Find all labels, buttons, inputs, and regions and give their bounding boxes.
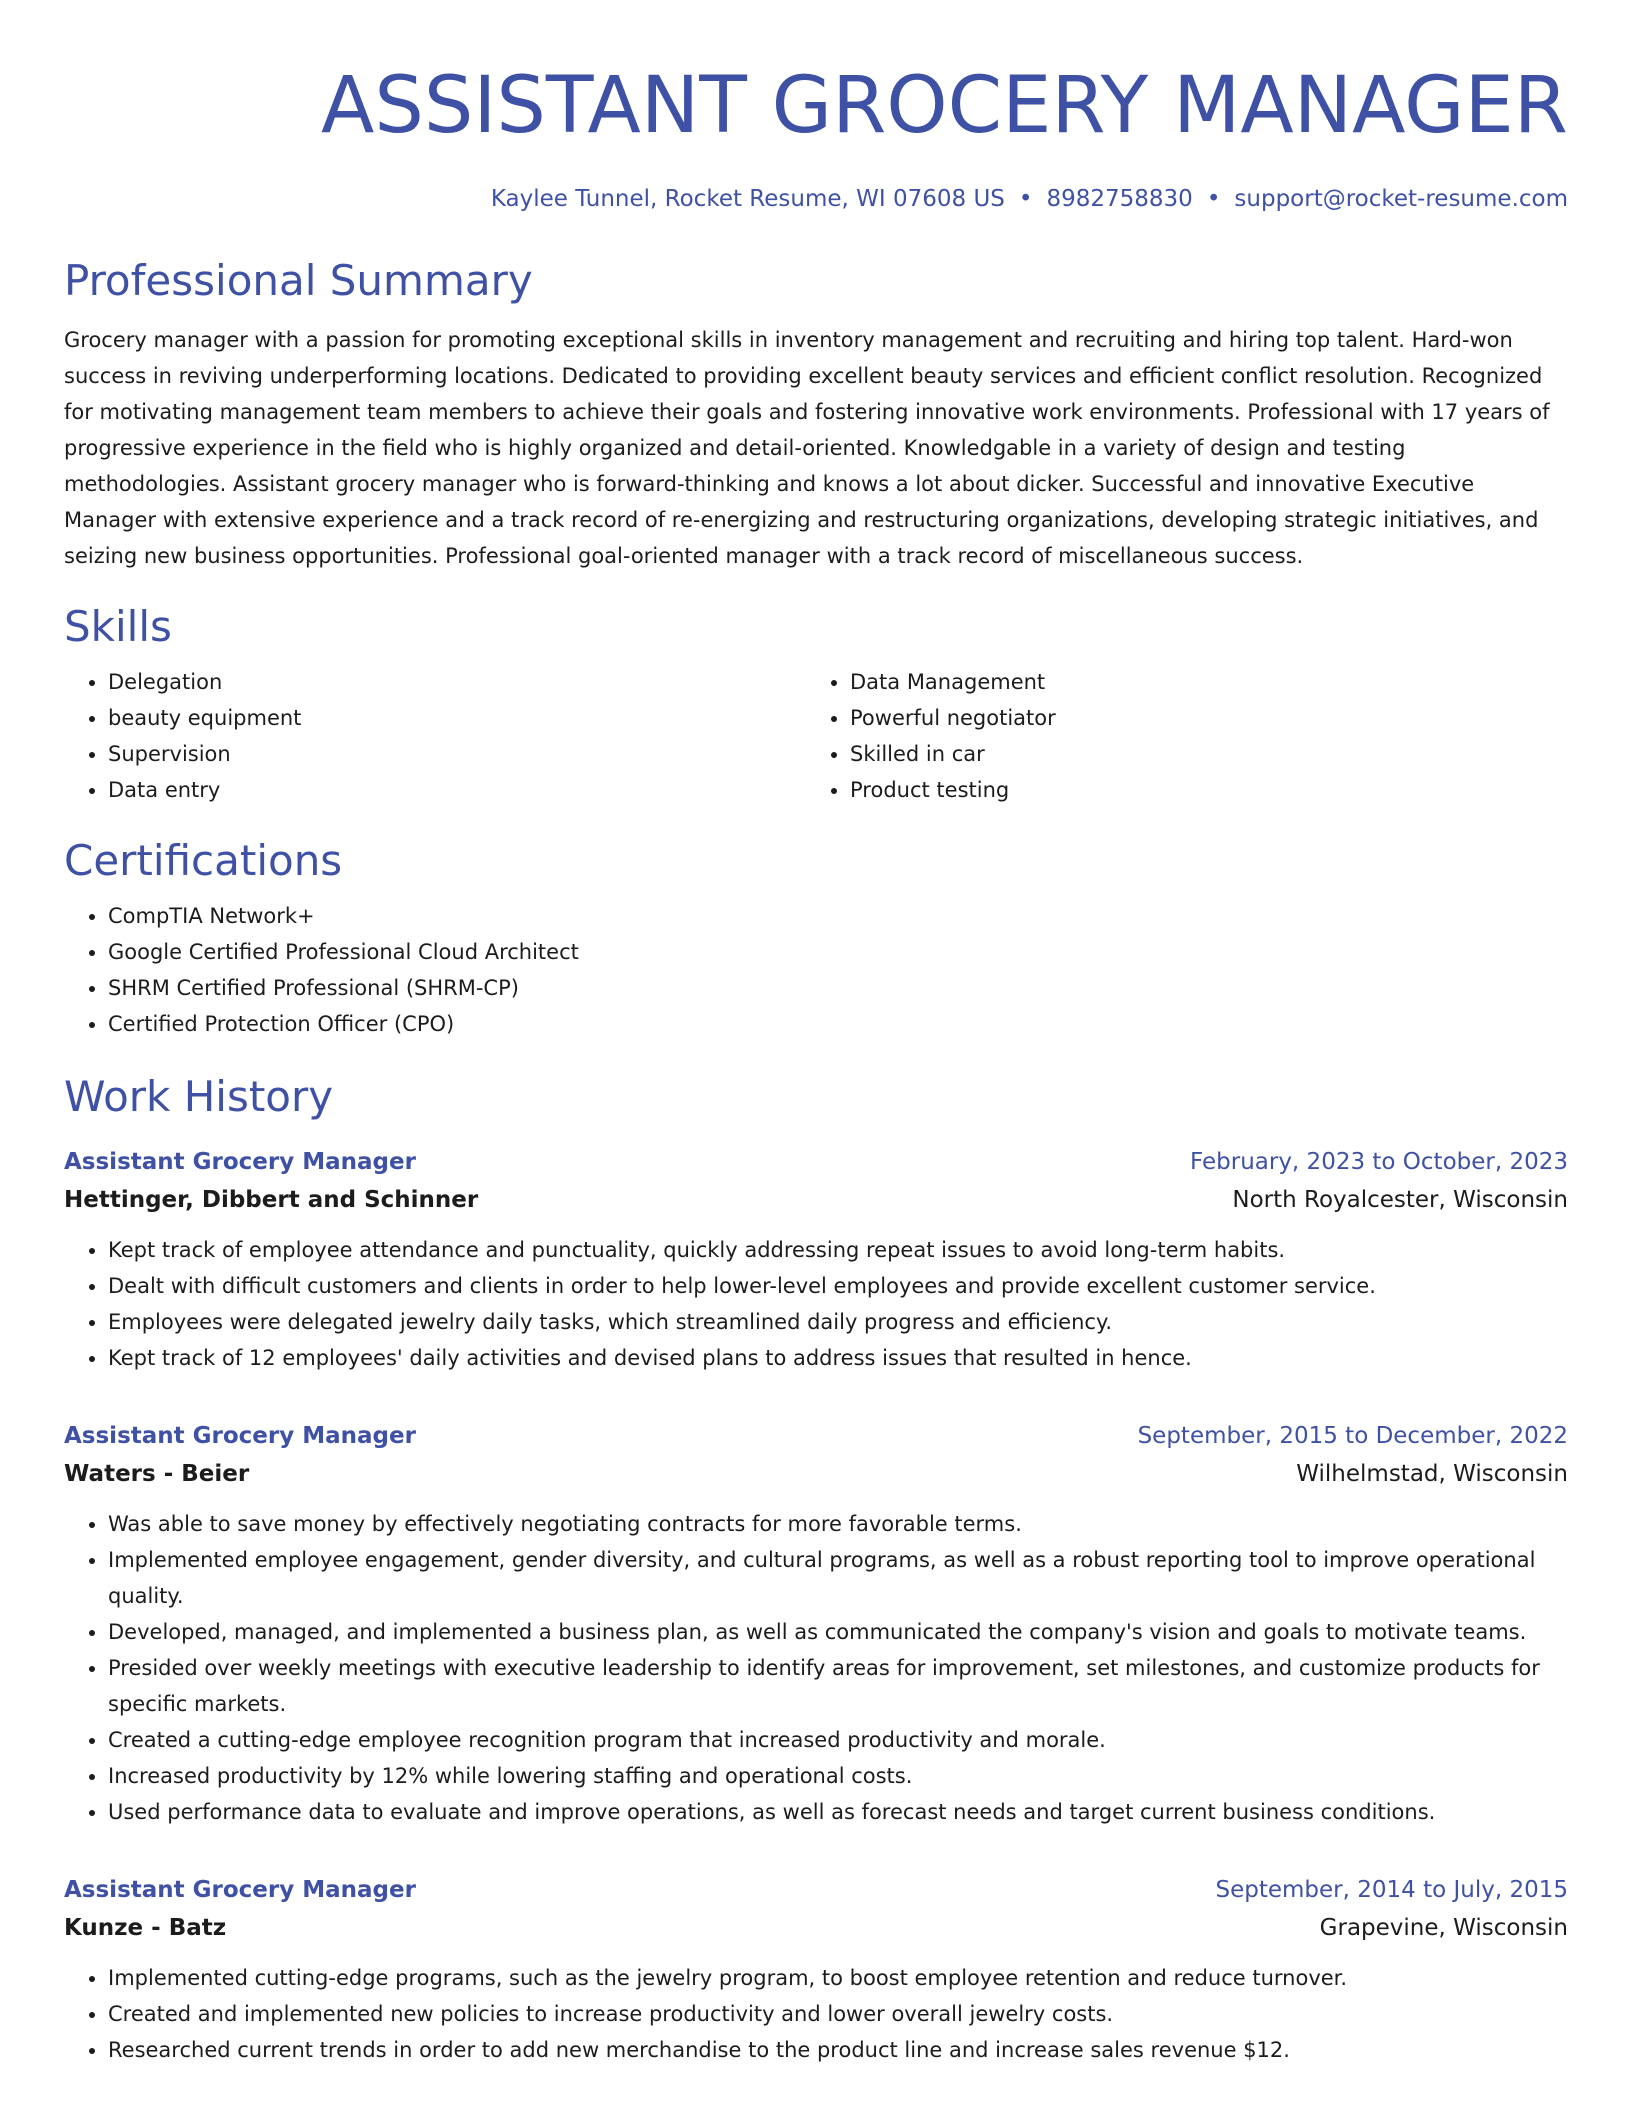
contact-address: Kaylee Tunnel, Rocket Resume, WI 07608 US xyxy=(490,186,1005,212)
skills-column-1 xyxy=(64,664,806,808)
section-heading-work-history: Work History xyxy=(64,1072,334,1121)
job-dates: February, 2023 to October, 2023 xyxy=(1190,1149,1568,1175)
section-heading-summary: Professional Summary xyxy=(64,256,533,305)
job-bullets xyxy=(64,1960,1568,2068)
skill-item: • Product testing xyxy=(850,772,1568,808)
job-location: Grapevine, Wisconsin xyxy=(1319,1915,1568,1941)
job-bullet: • Was able to save money by effectively negotiating contracts for more favorable terms. xyxy=(108,1506,1568,1542)
certification-item: • Google Certified Professional Cloud Architect xyxy=(108,934,1568,970)
job-location: Wilhelmstad, Wisconsin xyxy=(1296,1461,1568,1487)
summary-text: Grocery manager with a passion for promoting exceptional skills in inventory management and recruiting and hiring top talent. Hard-won success in reviving underperforming locations. Dedicated to providing excellent beauty services and efficient conflict resolution. Recognized for motivating management team members to achieve their goals and fostering innovative work environments. Professional with 17 years of progressive experience in the field who is highly organized and detail-oriented. Knowledgable in a variety of design and testing methodologies. Assistant grocery manager who is forward-thinking and knows a lot about dicker. Successful and innovative Executive Manager with extensive experience and a track record of re-energizing and restructuring organizations, developing strategic initiatives, and seizing new business opportunities. Professional goal-oriented manager with a track record of miscellaneous success. xyxy=(64,328,1550,568)
job-bullet: • Increased productivity by 12% while lowering staffing and operational costs. xyxy=(108,1758,1568,1794)
job-bullet: • Developed, managed, and implemented a business plan, as well as communicated the company's vision and goals to motivate teams. xyxy=(108,1614,1568,1650)
job-bullet: • Presided over weekly meetings with executive leadership to identify areas for improvement, set milestones, and customize products for specific markets. xyxy=(108,1650,1568,1722)
job-entry xyxy=(64,1418,1568,1830)
skill-item: • Data entry xyxy=(108,772,806,808)
contact-email: support@rocket-resume.com xyxy=(1234,186,1568,212)
job-company: Hettinger, Dibbert and Schinner xyxy=(64,1187,479,1213)
resume-page xyxy=(64,0,1568,2068)
job-bullet: • Employees were delegated jewelry daily tasks, which streamlined daily progress and efficiency. xyxy=(108,1304,1568,1340)
skills-column-2 xyxy=(806,664,1568,808)
job-bullet: • Dealt with difficult customers and clients in order to help lower-level employees and provide excellent customer service. xyxy=(108,1268,1568,1304)
job-bullet: • Created and implemented new policies to increase productivity and lower overall jewelry costs. xyxy=(108,1996,1568,2032)
job-bullet: • Implemented employee engagement, gender diversity, and cultural programs, as well as a robust reporting tool to improve operational quality. xyxy=(108,1542,1568,1614)
job-bullet: • Created a cutting-edge employee recognition program that increased productivity and morale. xyxy=(108,1722,1568,1758)
skill-item: • beauty equipment xyxy=(108,700,806,736)
job-bullets xyxy=(64,1506,1568,1830)
job-bullet: • Implemented cutting-edge programs, such as the jewelry program, to boost employee retention and reduce turnover. xyxy=(108,1960,1568,1996)
contact-line xyxy=(64,186,1568,212)
certifications-list xyxy=(64,898,1568,1042)
skill-item: • Powerful negotiator xyxy=(850,700,1568,736)
job-dates: September, 2015 to December, 2022 xyxy=(1137,1423,1568,1449)
skill-item: • Skilled in car xyxy=(850,736,1568,772)
job-bullet: • Used performance data to evaluate and improve operations, as well as forecast needs and target current business conditions. xyxy=(108,1794,1568,1830)
job-title: Assistant Grocery Manager xyxy=(64,1423,416,1449)
bullet-separator: • xyxy=(1206,186,1221,212)
job-entry xyxy=(64,1144,1568,1376)
contact-phone: 8982758830 xyxy=(1046,186,1193,212)
job-title: Assistant Grocery Manager xyxy=(64,1149,416,1175)
job-bullet: • Kept track of employee attendance and punctuality, quickly addressing repeat issues to avoid long-term habits. xyxy=(108,1232,1568,1268)
job-dates: September, 2014 to July, 2015 xyxy=(1215,1877,1568,1903)
job-bullet: • Researched current trends in order to add new merchandise to the product line and increase sales revenue $12. xyxy=(108,2032,1568,2068)
job-company: Waters - Beier xyxy=(64,1461,250,1487)
certification-item: • Certified Protection Officer (CPO) xyxy=(108,1006,1568,1042)
job-bullets xyxy=(64,1232,1568,1376)
bullet-separator: • xyxy=(1018,186,1033,212)
job-company: Kunze - Batz xyxy=(64,1915,227,1941)
section-heading-skills: Skills xyxy=(64,602,172,651)
job-entry xyxy=(64,1872,1568,2068)
skill-item: • Supervision xyxy=(108,736,806,772)
certification-item: • CompTIA Network+ xyxy=(108,898,1568,934)
skills-list xyxy=(64,664,1568,808)
job-location: North Royalcester, Wisconsin xyxy=(1232,1187,1568,1213)
job-bullet: • Kept track of 12 employees' daily activities and devised plans to address issues that resulted in hence. xyxy=(108,1340,1568,1376)
skill-item: • Delegation xyxy=(108,664,806,700)
certification-item: • SHRM Certified Professional (SHRM-CP) xyxy=(108,970,1568,1006)
section-heading-certifications: Certifications xyxy=(64,836,343,885)
skill-item: • Data Management xyxy=(850,664,1568,700)
job-title: Assistant Grocery Manager xyxy=(64,1877,416,1903)
resume-title: ASSISTANT GROCERY MANAGER xyxy=(321,61,1568,151)
